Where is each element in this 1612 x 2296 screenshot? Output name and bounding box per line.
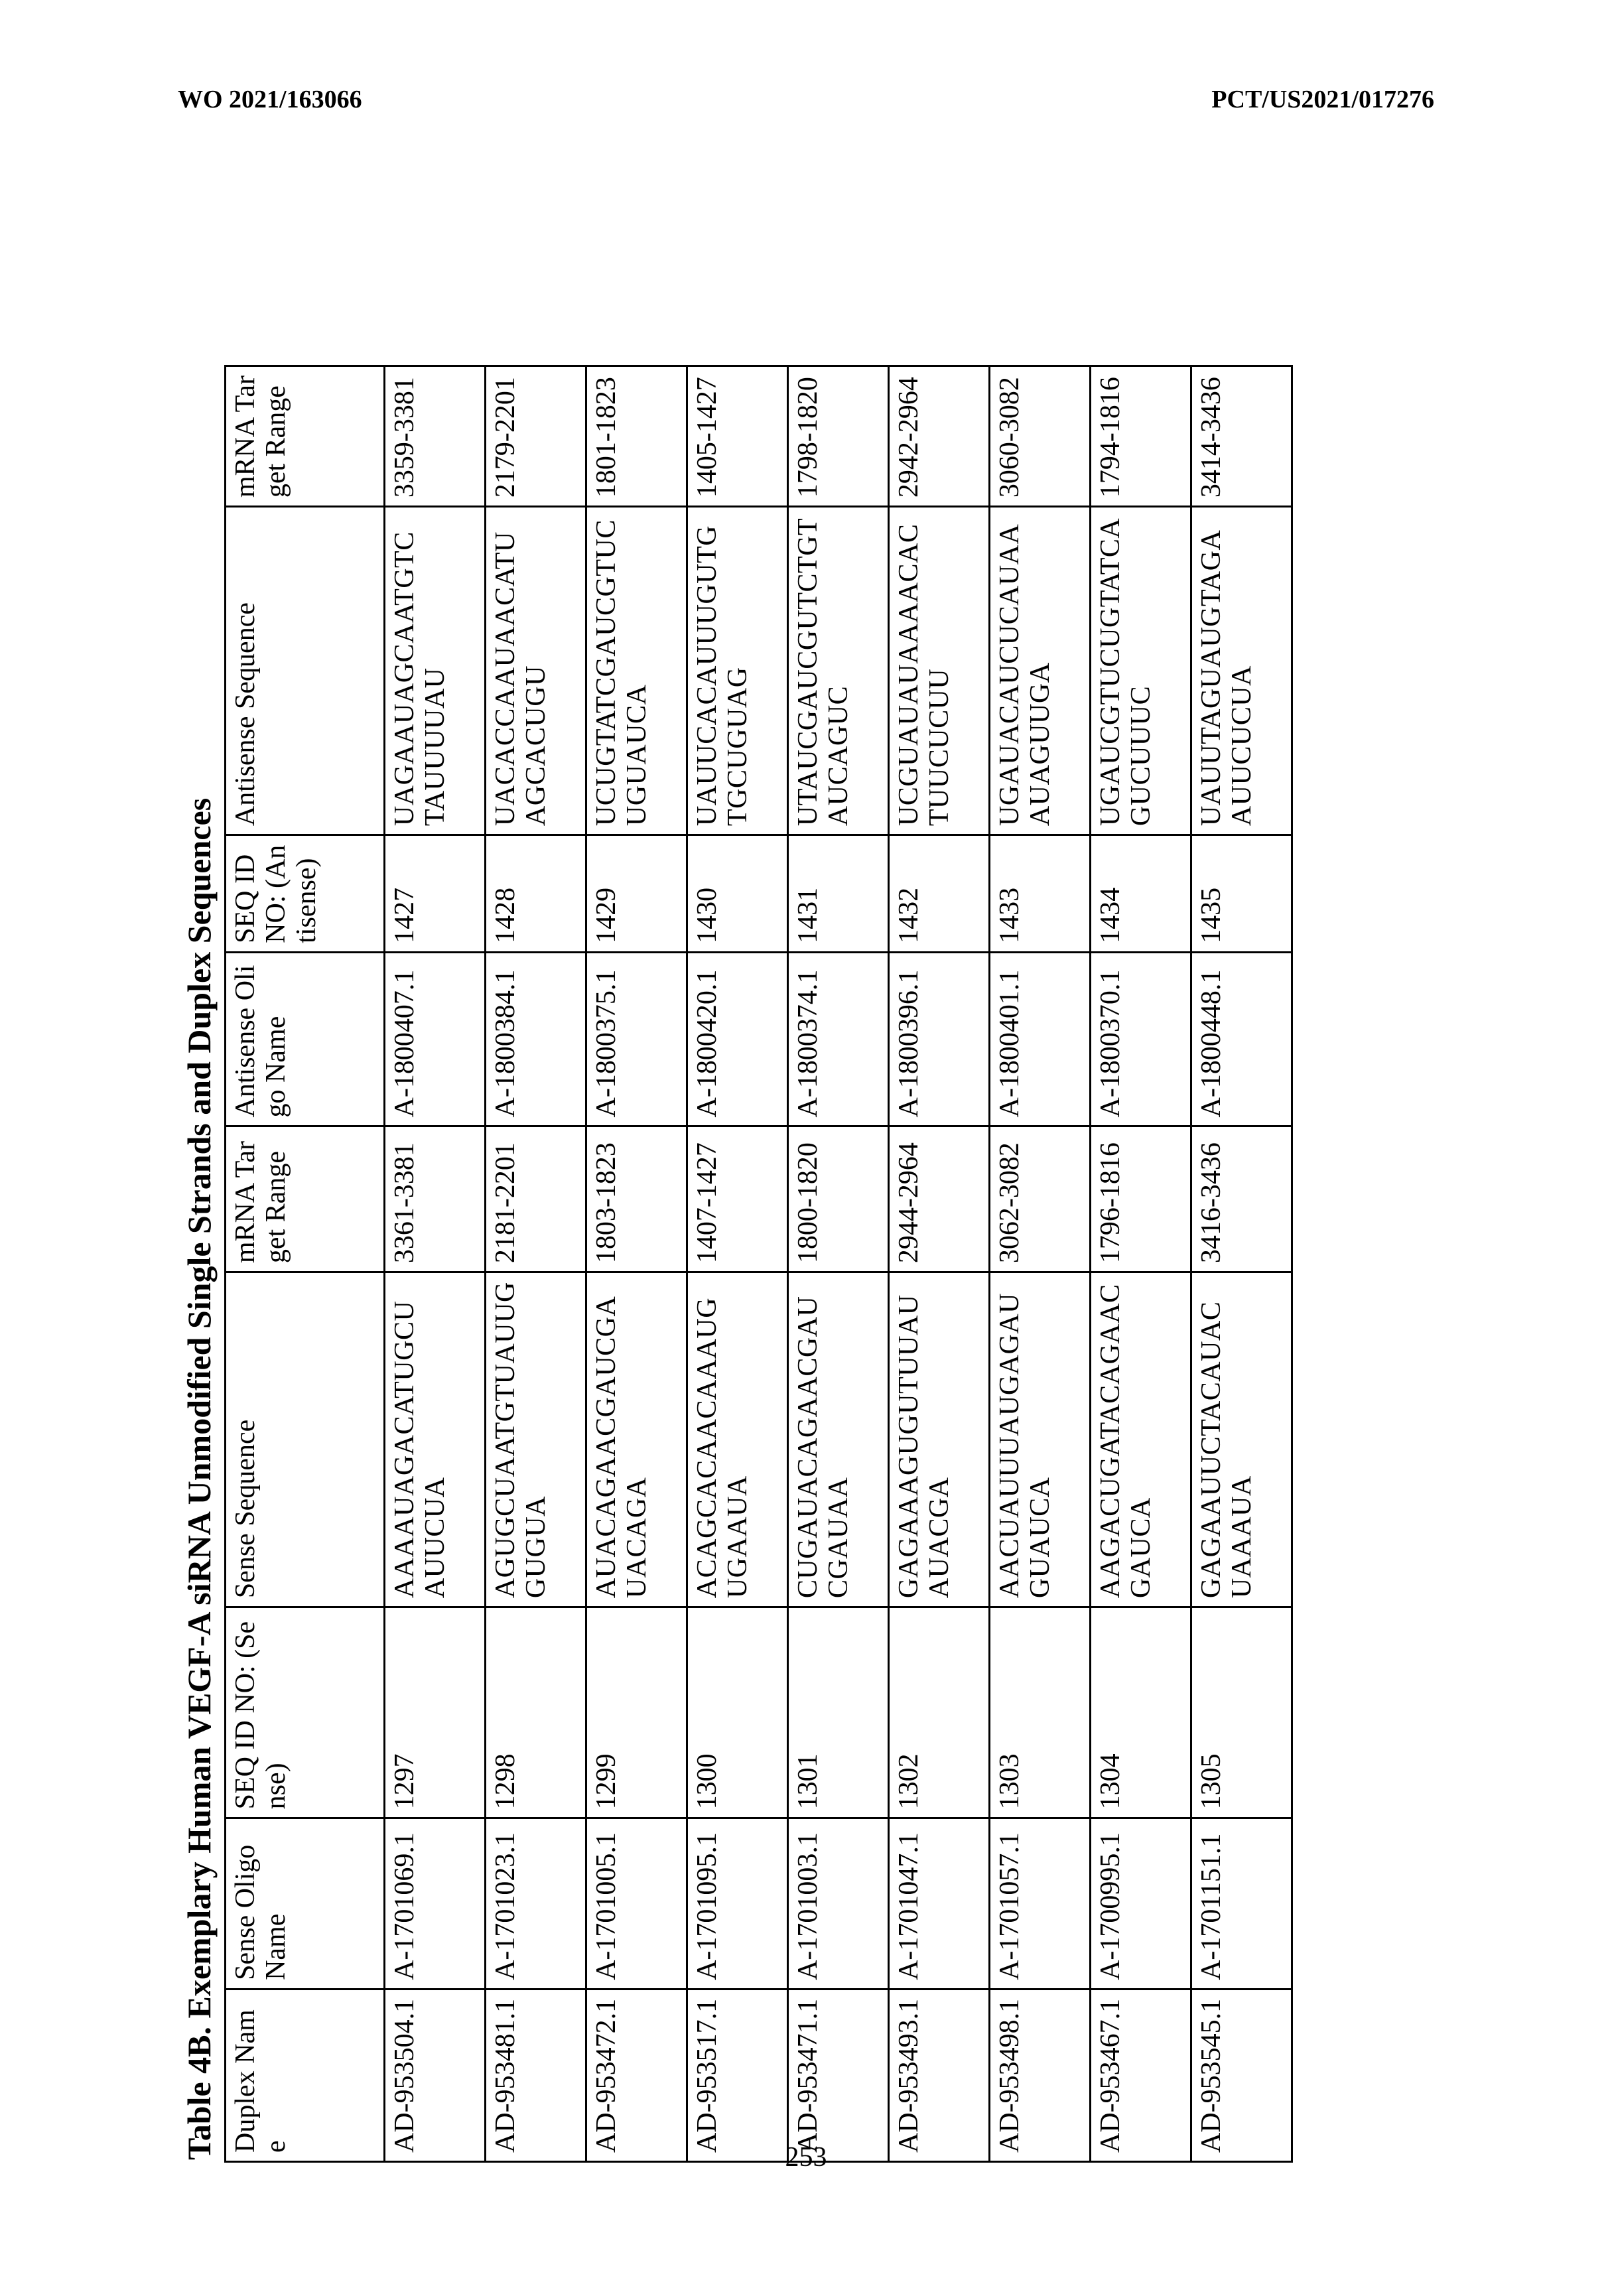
antisense-target-range: 1794-1816: [1091, 366, 1191, 507]
antisense-oligo-name: A-1800396.1: [889, 952, 990, 1126]
sense-target-range: 1803-1823: [586, 1126, 687, 1272]
antisense-oligo-name: A-1800420.1: [687, 952, 788, 1126]
sense-oligo-name: A-1701069.1: [385, 1818, 486, 1990]
page-number: 253: [785, 2142, 827, 2173]
antisense-target-range: 1801-1823: [586, 366, 687, 507]
application-number: PCT/US2021/017276: [1211, 86, 1434, 113]
seq-id-sense: 1299: [586, 1607, 687, 1818]
sense-target-range: 2944-2964: [889, 1126, 990, 1272]
sense-oligo-name: A-1701095.1: [687, 1818, 788, 1990]
seq-id-sense: 1300: [687, 1607, 788, 1818]
col-seq-id-sense: SEQ ID NO: (Sense): [226, 1607, 385, 1818]
table-row: [385, 366, 486, 2162]
sense-target-range: 1800-1820: [788, 1126, 889, 1272]
antisense-target-range: 3359-3381: [385, 366, 486, 507]
seq-id-antisense: 1435: [1191, 835, 1292, 953]
antisense-sequence: UAUUCACAUUUGUTGTGCUGUAG: [687, 507, 788, 835]
publication-number: WO 2021/163066: [178, 86, 362, 113]
seq-id-sense: 1305: [1191, 1607, 1292, 1818]
col-seq-id-antisense: SEQ ID NO: (Antisense): [226, 835, 385, 953]
antisense-target-range: 1405-1427: [687, 366, 788, 507]
sense-oligo-name: A-1701003.1: [788, 1818, 889, 1990]
table-row: [1191, 366, 1292, 2162]
antisense-oligo-name: A-1800374.1: [788, 952, 889, 1126]
table-row: [687, 366, 788, 2162]
table-title: Table 4B. Exemplary Human VEGF-A siRNA Unmodified Single Strands and Duplex Sequences: [180, 797, 218, 2160]
seq-id-antisense: 1430: [687, 835, 788, 953]
seq-id-sense: 1298: [486, 1607, 586, 1818]
sirna-table: [224, 365, 1293, 2163]
antisense-oligo-name: A-1800407.1: [385, 952, 486, 1126]
seq-id-antisense: 1432: [889, 835, 990, 953]
sense-target-range: 1796-1816: [1091, 1126, 1191, 1272]
antisense-sequence: UAUUTAGUAUGTAGAAUUCUCUA: [1191, 507, 1292, 835]
table-row: [586, 366, 687, 2162]
seq-id-sense: 1297: [385, 1607, 486, 1818]
duplex-name: AD-953493.1: [889, 1989, 990, 2161]
antisense-sequence: UGAUCGTUCUGTATCAGUCUUUC: [1091, 507, 1191, 835]
sense-sequence: ACAGCACAACAAAUGUGAAUA: [687, 1272, 788, 1607]
rotated-table-region: [179, 358, 1373, 2163]
antisense-target-range: 3414-3436: [1191, 366, 1292, 507]
antisense-sequence: UACACCAAUAACATUAGCACUGU: [486, 507, 586, 835]
antisense-oligo-name: A-1800448.1: [1191, 952, 1292, 1126]
col-antisense-sequence: Antisense Sequence: [226, 507, 385, 835]
duplex-name: AD-953481.1: [486, 1989, 586, 2161]
table-row: [889, 366, 990, 2162]
antisense-sequence: UGAUACAUCUCAUAAAUAGUUGA: [990, 507, 1091, 835]
seq-id-antisense: 1427: [385, 835, 486, 953]
table-header-row: [226, 366, 385, 2162]
antisense-sequence: UAGAAUAGCAATGTCTAUUUUAU: [385, 507, 486, 835]
seq-id-antisense: 1429: [586, 835, 687, 953]
col-sense-oligo-name: Sense Oligo Name: [226, 1818, 385, 1990]
seq-id-antisense: 1433: [990, 835, 1091, 953]
table-row: [788, 366, 889, 2162]
antisense-target-range: 1798-1820: [788, 366, 889, 507]
table-row: [990, 366, 1091, 2162]
duplex-name: AD-953504.1: [385, 1989, 486, 2161]
sense-target-range: 3361-3381: [385, 1126, 486, 1272]
antisense-oligo-name: A-1800401.1: [990, 952, 1091, 1126]
sense-oligo-name: A-1701151.1: [1191, 1818, 1292, 1990]
duplex-name: AD-953545.1: [1191, 1989, 1292, 2161]
col-antisense-target-range: mRNA Target Range: [226, 366, 385, 507]
sense-sequence: AAAAUAGACATUGCUAUUCUA: [385, 1272, 486, 1607]
seq-id-antisense: 1431: [788, 835, 889, 953]
sense-sequence: AAGACUGATACAGAACGAUCA: [1091, 1272, 1191, 1607]
sense-target-range: 1407-1427: [687, 1126, 788, 1272]
antisense-oligo-name: A-1800384.1: [486, 952, 586, 1126]
duplex-name: AD-953471.1: [788, 1989, 889, 2161]
sense-oligo-name: A-1701047.1: [889, 1818, 990, 1990]
table-row: [1091, 366, 1191, 2162]
antisense-target-range: 3060-3082: [990, 366, 1091, 507]
antisense-sequence: UTAUCGAUCGUTCTGTAUCAGUC: [788, 507, 889, 835]
col-sense-target-range: mRNA Target Range: [226, 1126, 385, 1272]
col-sense-sequence: Sense Sequence: [226, 1272, 385, 1607]
antisense-sequence: UCGUAUAUAAAACACTUUCUCUU: [889, 507, 990, 835]
sense-sequence: GAGAAUUCTACAUACUAAAUA: [1191, 1272, 1292, 1607]
sense-sequence: AGUGCUAATGTUAUUGGUGUA: [486, 1272, 586, 1607]
sense-oligo-name: A-1701023.1: [486, 1818, 586, 1990]
duplex-name: AD-953467.1: [1091, 1989, 1191, 2161]
duplex-name: AD-953498.1: [990, 1989, 1091, 2161]
antisense-sequence: UCUGTATCGAUCGTUCUGUAUCA: [586, 507, 687, 835]
seq-id-sense: 1301: [788, 1607, 889, 1818]
sense-sequence: AUACAGAACGAUCGAUACAGA: [586, 1272, 687, 1607]
seq-id-sense: 1303: [990, 1607, 1091, 1818]
antisense-oligo-name: A-1800370.1: [1091, 952, 1191, 1126]
sense-target-range: 3416-3436: [1191, 1126, 1292, 1272]
antisense-oligo-name: A-1800375.1: [586, 952, 687, 1126]
sense-sequence: CUGAUACAGAACGAUCGAUAA: [788, 1272, 889, 1607]
seq-id-antisense: 1428: [486, 835, 586, 953]
duplex-name: AD-953517.1: [687, 1989, 788, 2161]
sense-sequence: GAGAAAGUGUTUUAUAUACGA: [889, 1272, 990, 1607]
sense-sequence: AACUAUUUAUGAGAUGUAUCA: [990, 1272, 1091, 1607]
antisense-target-range: 2179-2201: [486, 366, 586, 507]
sense-target-range: 2181-2201: [486, 1126, 586, 1272]
duplex-name: AD-953472.1: [586, 1989, 687, 2161]
sense-oligo-name: A-1701057.1: [990, 1818, 1091, 1990]
sense-oligo-name: A-1700995.1: [1091, 1818, 1191, 1990]
sense-oligo-name: A-1701005.1: [586, 1818, 687, 1990]
seq-id-sense: 1302: [889, 1607, 990, 1818]
table-row: [486, 366, 586, 2162]
col-duplex-name: Duplex Name: [226, 1989, 385, 2161]
sense-target-range: 3062-3082: [990, 1126, 1091, 1272]
seq-id-antisense: 1434: [1091, 835, 1191, 953]
col-antisense-oligo-name: Antisense Oligo Name: [226, 952, 385, 1126]
antisense-target-range: 2942-2964: [889, 366, 990, 507]
seq-id-sense: 1304: [1091, 1607, 1191, 1818]
